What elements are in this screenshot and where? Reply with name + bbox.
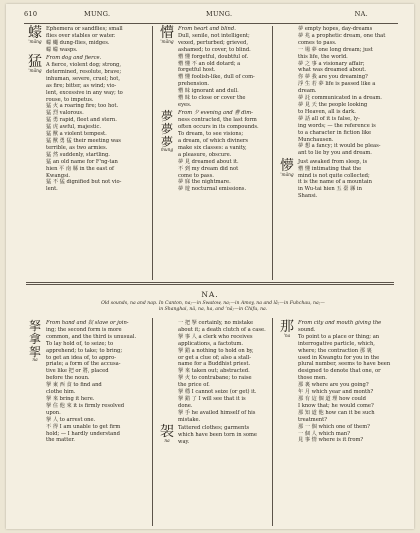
definition-line: before the noun.	[46, 375, 90, 382]
definition-line: 拏 來 taken out; abstracted.	[178, 368, 250, 375]
definition-line: Dull, senile, not intelligent;	[178, 32, 250, 39]
definition-line: 猛 烈 valorous.	[46, 110, 84, 117]
definition-line: interrogative particle, which,	[298, 340, 375, 347]
definition-line: a dream, of which diviners	[178, 138, 249, 144]
romanization: 'măng	[28, 40, 42, 45]
definition-line: it is the name of a mountain	[298, 179, 372, 186]
definition-line: 不 得 I am unable to get firm	[46, 423, 121, 430]
dictionary-page	[6, 4, 414, 529]
column-1	[24, 26, 148, 195]
definition-line: From hand and 奴 slave or join-	[46, 320, 129, 326]
dictionary-entry	[276, 26, 400, 157]
definition-line: inhuman, severe, cruel; hot,	[46, 75, 120, 82]
headword-column	[276, 159, 298, 178]
definition-line: lent, excessive in any way; to	[46, 89, 123, 96]
definition-line: or get a clue of; also a stall-	[178, 354, 252, 361]
romanization: 'na	[283, 334, 291, 339]
definition-line: To point to a place or thing; an	[298, 333, 380, 340]
definition-line: Shansi.	[298, 193, 318, 200]
definition-line: 懵 昧 to close or cover the	[178, 95, 246, 102]
headword-character: 那	[280, 319, 294, 335]
column-divider	[272, 26, 273, 280]
definition-body	[46, 320, 148, 444]
definition-line: 夢 話 all of it is false, ly-	[298, 115, 360, 122]
definition-line: 懵 懂 forgetful, doubtful of.	[178, 53, 249, 60]
definition-line: From dog and fierce.	[46, 55, 102, 62]
headword-character: 猛	[28, 54, 42, 71]
definition-line: 夢 見 天 the people looking	[298, 101, 368, 108]
definition-line: rouse, to impetus.	[46, 96, 94, 103]
definition-line: 夢 寐 the nightmare.	[178, 179, 231, 186]
definition-line: From 夕 evening and 瞢 dim-	[178, 110, 253, 117]
column-2	[156, 26, 268, 195]
definition-line: those men.	[298, 375, 327, 382]
definition-line: Munchausen.	[298, 136, 334, 143]
definition-line: Just awaked from sleep, is	[298, 158, 368, 165]
definition-line: Ephemera or sandflies; small	[46, 26, 123, 32]
column-4	[24, 320, 148, 446]
headword-character: 懜	[280, 157, 294, 174]
headword-character: 蠓	[28, 25, 42, 41]
romanization: 'măng	[280, 172, 294, 178]
definition-line: 夢 遊 nocturnal emissions.	[178, 186, 247, 193]
definition-line: terrible, as two armies.	[46, 144, 108, 151]
dictionary-entry	[24, 320, 148, 444]
definition-line: 那 一 個 which one of them?	[298, 423, 370, 430]
definition-line: applications, a factotum.	[178, 340, 244, 347]
definition-line: mistake.	[178, 416, 201, 423]
definition-line: name for a Buddhist priest.	[178, 361, 251, 368]
center-running-title: MUNG.	[206, 10, 233, 18]
section-rule	[26, 284, 394, 285]
definition-line: 那 裏 where are you going?	[298, 382, 369, 389]
page-header	[24, 10, 398, 22]
definition-line: sound.	[298, 326, 316, 333]
definition-line: ness contracted, the last form	[178, 117, 257, 124]
definition-line: done.	[178, 402, 193, 409]
definition-line: designed to denote that one, or	[298, 368, 381, 375]
headword-column	[156, 110, 178, 153]
definition-line: comes to pass.	[298, 39, 337, 46]
headword-column	[24, 55, 46, 74]
headword-character: 夢 夢 夢	[160, 109, 173, 150]
definition-line: 拏 事 人 a clerk who receives	[178, 333, 253, 340]
definition-line: ing; the second form is more	[46, 326, 122, 333]
section-note	[36, 301, 390, 313]
definition-line: way.	[178, 438, 190, 445]
definition-line: 夢 兆 a prophetic dream, one that	[298, 32, 386, 39]
definition-line: eyes.	[178, 101, 192, 108]
definition-line: 那 有 這 個 道 理 how could	[298, 395, 366, 402]
definition-line: 猛 獸 a violent tempest.	[46, 131, 107, 138]
definition-line: common, and the third is unusual.	[46, 333, 137, 340]
definition-line: 懵 懂 不 an old dotard; a	[178, 60, 241, 67]
definition-body	[298, 320, 400, 444]
headword-column	[276, 320, 298, 339]
definition-line: To lay hold of, to seize; to	[46, 340, 114, 347]
definition-line: 你 夢 我 are you dreaming?	[298, 74, 368, 81]
definition-line: make six classes: a vanity,	[178, 144, 247, 151]
definition-line: 拏 火 to contrabane; to raise	[178, 375, 252, 382]
definition-line: 不 到 my dream did not	[178, 165, 239, 172]
page-number: 610	[24, 10, 38, 18]
definition-line: 年 月 which year and month?	[298, 389, 374, 396]
definition-line: lent.	[46, 186, 58, 193]
left-running-title: MUNG.	[84, 10, 111, 18]
definition-line: 見 事 情 where is it from?	[298, 437, 364, 444]
definition-line: 夢 見 dreamed about it.	[178, 158, 239, 165]
definition-line: ing words; — the reference is	[298, 122, 376, 129]
dictionary-entry	[24, 26, 148, 54]
column-5	[156, 320, 268, 447]
definition-line: 一 個 人 which man?	[298, 430, 350, 437]
section-note-line: in Shanghai, nä, na, ha, and ʻnä;—in Chifu, na.	[158, 307, 268, 312]
section-heading: NA.	[201, 290, 219, 299]
definition-line: often occurs in its compounds.	[178, 124, 259, 131]
column-divider	[152, 26, 153, 280]
definition-line: ant to lie by you and dream.	[298, 150, 372, 157]
romanization: na	[164, 439, 170, 445]
column-6	[276, 320, 400, 446]
definition-line: From heart and blind.	[178, 26, 236, 32]
section-note-line: Old sounds, na and nap. In Canton, na;—in Swatow, na;—in Amoy, na and lâ;—in Fuhchau, na;—	[101, 301, 325, 306]
definition-line: I know that; he would come?	[298, 402, 374, 409]
definition-line: this life, the world.	[298, 53, 348, 60]
definition-line: 一 場 夢 one long dream; just	[298, 46, 373, 53]
definition-line: 猛 虎 awful, majestic.	[46, 124, 102, 131]
definition-line: upon.	[46, 409, 61, 416]
definition-line: 懵 懂 intimating that the	[298, 165, 362, 172]
romanization: 'măng	[28, 69, 42, 75]
definition-line: flies over stables or water.	[46, 32, 116, 39]
definition-line: 蠓 蠅 dung-flies, midges.	[46, 39, 110, 46]
definition-line: where; the contraction 那 裏	[298, 347, 372, 354]
definition-line: 一 把 拏 certainly, no mistake	[178, 320, 254, 326]
definition-line: 拏 穩 I cannot seize (or get) it.	[178, 389, 257, 396]
definition-line: clothe him.	[46, 389, 76, 396]
definition-line: come to pass.	[178, 172, 214, 179]
definition-line: what was dreamed about.	[298, 67, 366, 74]
definition-line: 拏 住 他 來 it is firmly resolved	[46, 402, 125, 409]
section-rule	[26, 282, 394, 283]
definition-body	[178, 320, 268, 424]
definition-line: 夢 想 a fancy; it would be pleas-	[298, 143, 381, 150]
dictionary-entry	[156, 425, 268, 446]
definition-body	[178, 26, 268, 109]
definition-line: 拏 錯 a nothing to hold on by,	[178, 347, 254, 354]
romanization: na	[32, 358, 38, 363]
definition-line: to Heaven, all is dark.	[298, 108, 356, 115]
definition-line: which have been torn in some	[178, 432, 257, 438]
definition-line: plural number, seems to have been	[298, 361, 391, 368]
definition-line: used in Kwangtu for you in the	[298, 354, 380, 361]
definition-body	[178, 110, 268, 193]
definition-line: the price of.	[178, 382, 210, 389]
definition-line: 蠓 蠓 wasps.	[46, 46, 78, 53]
dictionary-entry	[156, 26, 268, 109]
romanization: mung	[160, 148, 174, 154]
definition-line: forgetful host.	[178, 67, 216, 74]
definition-line: 猛 火 a roaring fire; too hot.	[46, 103, 119, 110]
definition-line: 夢 託 communicated in a dream.	[298, 95, 382, 102]
definition-line: to get an idea of, to appro-	[46, 354, 116, 361]
dictionary-entry	[24, 55, 148, 193]
definition-line: 拏 錯 了 I will see that it is	[178, 395, 246, 402]
headword-character: 拏 拿 挐	[28, 319, 41, 359]
definition-line: treatment?	[298, 416, 328, 423]
headword-character: 袈	[160, 424, 174, 441]
definition-body	[178, 425, 268, 446]
headword-character: 懵	[160, 25, 174, 41]
definition-line: 拏 人 to arrest one.	[46, 416, 96, 423]
definition-line: dream.	[298, 88, 317, 95]
definition-line: tive like 把 or 將, placed	[46, 368, 109, 375]
definition-line: ashamed; to cover, to blind.	[178, 46, 251, 53]
definition-line: hien 平 南 縣 in the east of	[46, 165, 114, 172]
headword-column	[24, 320, 46, 363]
definition-line: 猛 獸 勇 猛 their meeting was	[46, 138, 121, 144]
definition-line: To dream, to see visions;	[178, 131, 244, 138]
definition-line: determined, resolute, brave;	[46, 68, 122, 75]
definition-body	[46, 55, 148, 193]
romanization: 'măng	[160, 40, 174, 45]
definition-line: Tattered clothes; garments	[178, 425, 250, 432]
definition-line: 猛 勇 rapid, fleet and stern.	[46, 117, 117, 124]
definition-line: From city and mouth giving the	[298, 320, 382, 326]
column-divider	[152, 318, 153, 526]
dictionary-entry	[156, 110, 268, 193]
header-rule	[24, 23, 398, 24]
column-3	[276, 26, 400, 202]
definition-line: 拏 來 bring it here.	[46, 395, 95, 402]
definition-line: the matter.	[46, 437, 75, 444]
definition-line: priate; a form of the accusa-	[46, 361, 121, 368]
definition-line: 夢 empty hopes, day-dreams	[298, 26, 373, 32]
headword-column	[156, 26, 178, 45]
definition-line: mind is not quite collected;	[298, 172, 370, 179]
definition-line: 懵 懂 foolish-like, dull of com-	[178, 74, 255, 81]
definition-line: 猛 不 猛 dignified but not vio-	[46, 179, 122, 186]
definition-line: apprehend; to take; to bring;	[46, 347, 123, 354]
definition-line: 夢 之 事 a visionary affair;	[298, 60, 365, 67]
definition-line: as fire; bitter, as wind; vio-	[46, 82, 117, 89]
dictionary-entry	[156, 320, 268, 424]
column-divider	[272, 318, 273, 526]
definition-body	[298, 159, 400, 200]
definition-line: in Wu-tai hien 五 臺 縣 in	[298, 186, 362, 193]
definition-body	[46, 26, 148, 54]
definition-line: 猛 然 suddenly, startling.	[46, 151, 110, 158]
definition-line: hold; — I hardly understand	[46, 430, 120, 437]
definition-body	[298, 26, 400, 157]
headword-column	[156, 425, 178, 444]
definition-line: A fierce, violent dog; strong,	[46, 62, 122, 69]
definition-line: Kwangsi.	[46, 172, 71, 179]
dictionary-entry	[276, 159, 400, 200]
definition-line: vexed, perturbed; grieved,	[178, 39, 248, 46]
definition-line: to a character in fiction like	[298, 129, 372, 136]
dictionary-entry	[276, 320, 400, 444]
definition-line: prehension.	[178, 81, 210, 88]
definition-line: 拏 手 he availed himself of his	[178, 409, 256, 416]
right-running-title: NA.	[354, 10, 368, 18]
definition-line: a pleasure, obscure.	[178, 151, 232, 158]
definition-line: 猛 an old name for F'ng-tan	[46, 158, 118, 165]
definition-line: 那 知 道 他 how can it be such	[298, 409, 375, 416]
definition-line: about it; a death clutch of a case.	[178, 326, 266, 333]
definition-line: 拏 東 西 食 to find and	[46, 382, 102, 389]
headword-column	[24, 26, 46, 45]
definition-line: 懵 昧 ignorant and dull.	[178, 88, 239, 95]
definition-line: 浮 生 若 夢 life is passed like a	[298, 81, 376, 88]
